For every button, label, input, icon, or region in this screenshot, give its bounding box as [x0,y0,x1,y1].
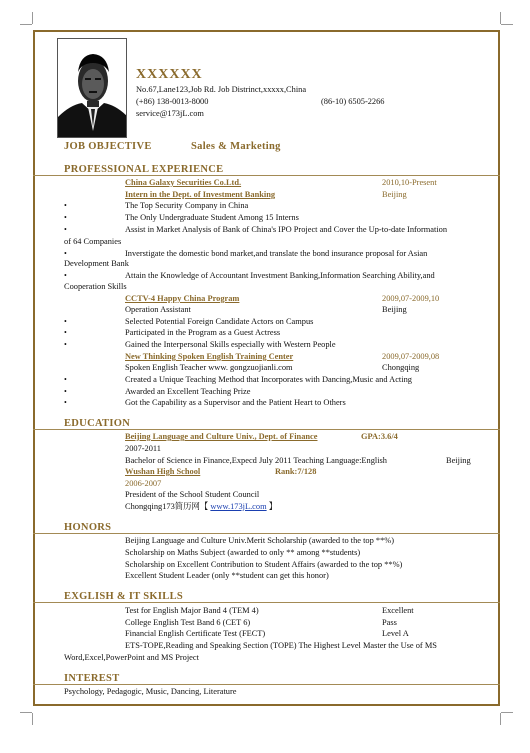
skill-name: College English Test Band 6 (CET 6) [125,618,251,627]
job-bullet: Selected Potential Foreign Candidate Actors on Campus [125,317,314,326]
job-bullet: Participated in the Program as a Guest Actress [125,328,281,337]
skill-line-continued: Word,Excel,PowerPoint and MS Project [64,653,199,662]
job-role: Operation Assistant [125,305,191,314]
job-company: China Galaxy Securities Co.Ltd. [125,178,242,187]
job-bullet: Awarded an Excellent Teaching Prize [125,387,251,396]
portrait-image [58,39,127,138]
section-rule [33,429,500,430]
job-location: Chongqing [382,363,420,372]
phone-mobile: (+86) 138-0013-8000 [136,97,209,106]
job-company: CCTV-4 Happy China Program [125,294,240,303]
section-title-skills: EXGLISH & IT SKILLS [64,591,184,602]
crop-mark [32,12,33,24]
interest-list: Psychology, Pedagogic, Music, Dancing, Literature [64,687,237,696]
job-bullet-continued: Development Bank [64,259,129,268]
job-bullet: Created a Unique Teaching Method that Incorporates with Dancing,Music and Acting [125,375,412,384]
section-rule [33,175,500,176]
bullet: • [64,317,67,326]
job-date: 2009,07-2009,10 [382,294,440,303]
bullet: • [64,340,67,349]
bullet: • [64,249,67,258]
crop-mark [500,713,501,725]
school-location: Beijing [446,456,471,465]
phone-office: (86-10) 6505-2266 [321,97,385,106]
job-bullet: The Top Security Company in China [125,201,249,210]
profile-photo [57,38,127,138]
job-company: New Thinking Spoken English Training Center [125,352,294,361]
bullet: • [64,201,67,210]
job-bullet: Got the Capability as a Supervisor and the Patient Heart to Others [125,398,346,407]
job-location: Beijing [382,305,407,314]
site-suffix: 】 [266,502,278,511]
site-line [125,501,277,512]
job-objective-label: JOB OBJECTIVE [64,141,152,152]
honor-item: Beijing Language and Culture Univ.Merit Scholarship (awarded to the top **%) [125,536,395,545]
skill-name: Financial English Certificate Test (FECT) [125,629,266,638]
section-title-education: EDUCATION [64,418,131,429]
bullet: • [64,398,67,407]
job-bullet-continued: of 64 Companies [64,237,122,246]
honor-item: Scholarship on Maths Subject (awarded to only ** among **students) [125,548,361,557]
section-rule [33,602,500,603]
candidate-name: XXXXXX [136,67,203,82]
crop-mark [32,713,33,725]
crop-mark [501,712,513,713]
section-title-experience: PROFESSIONAL EXPERIENCE [64,164,224,175]
school-years: 2006-2007 [125,479,162,488]
job-objective-value: Sales & Marketing [191,141,281,152]
crop-mark [501,24,513,25]
job-role: Intern in the Dept. of Investment Banking [125,190,276,199]
job-bullet: Inverstigate the domestic bond market,and translate the bond insurance proposal for Asian [125,249,428,258]
job-bullet: Gained the Interpersonal Skills especially with Western People [125,340,336,349]
address: No.67,Lane123,Job Rd. Job Distrinct,xxxxx,China [136,85,307,94]
school-name: Wushan High School [125,467,201,476]
school-name: Beijing Language and Culture Univ., Dept. of Finance [125,432,318,441]
skill-line: ETS-TOPE,Reading and Speaking Section (TOPE) The Highest Level Master the Use of MS [125,641,437,650]
job-bullet-continued: Cooperation Skills [64,282,127,291]
gpa: GPA:3.6/4 [361,432,398,441]
crop-mark [20,24,32,25]
email[interactable]: service@173jL.com [136,109,204,118]
site-link[interactable]: www.173jL.com [210,502,267,511]
crop-mark [500,12,501,24]
degree: Bachelor of Science in Finance,Expecd July 2011 Teaching Language:English [125,456,387,465]
job-role: Spoken English Teacher www. gongzuojianli.com [125,363,293,372]
school-detail: President of the School Student Council [125,490,260,499]
skill-level: Pass [382,618,397,627]
rank: Rank:7/128 [275,467,317,476]
bullet: • [64,213,67,222]
bullet: • [64,271,67,280]
skill-level: Excellent [382,606,414,615]
bullet: • [64,328,67,337]
honor-item: Excellent Student Leader (only **student can get this honor) [125,571,329,580]
job-location: Beijing [382,190,407,199]
section-title-honors: HONORS [64,522,112,533]
crop-mark [20,712,32,713]
skill-name: Test for English Major Band 4 (TEM 4) [125,606,259,615]
job-bullet: Attain the Knowledge of Accountant Investment Banking,Information Searching Ability,and [125,271,435,280]
section-title-interest: INTEREST [64,673,120,684]
job-bullet: The Only Undergraduate Student Among 15 Interns [125,213,299,222]
section-rule [33,533,500,534]
job-date: 2010,10-Present [382,178,437,187]
skill-level: Level A [382,629,409,638]
bullet: • [64,387,67,396]
section-rule [33,684,500,685]
honor-item: Scholarship on Excellent Contribution to Student Affairs (awarded to the top **%) [125,560,403,569]
school-years: 2007-2011 [125,444,161,453]
bullet: • [64,375,67,384]
site-prefix: Chongqing173简历网【 [125,502,211,511]
job-date: 2009,07-2009,08 [382,352,440,361]
bullet: • [64,225,67,234]
job-bullet: Assist in Market Analysis of Bank of China's IPO Project and Cover the Up-to-date Information [125,225,448,234]
